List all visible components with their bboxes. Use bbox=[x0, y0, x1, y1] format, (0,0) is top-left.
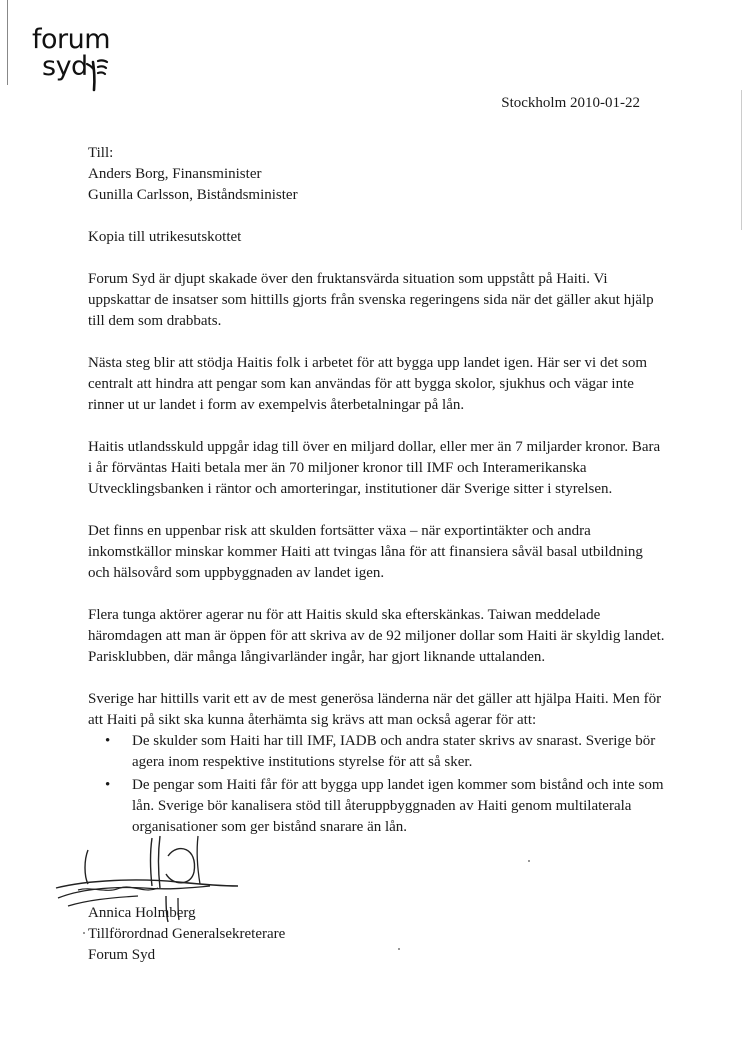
scan-edge-line-right bbox=[741, 90, 742, 230]
signatory-organization: Forum Syd bbox=[88, 947, 156, 963]
logo-word-syd: syd bbox=[42, 51, 88, 82]
list-item: • De pengar som Haiti får för att bygga upp landet igen kommer som bistånd och inte som lån. Sverige bör kanalisera stöd till återuppbyggnaden av Haiti genom multilaterala organisationer som ger bistånd snarare än lån. bbox=[132, 775, 668, 838]
paragraph: Haitis utlandsskuld uppgår idag till över en miljard dollar, eller mer än 7 miljarder kronor. Bara i år förväntas Haiti betala mer än 70 miljoner kronor till IMF och Interamerikanska Utvecklingsbanken i räntor och amorteringar, institutioner där Sverige sitter i styrelsen. bbox=[88, 439, 661, 497]
list-item: • De skulder som Haiti har till IMF, IADB och andra stater skrivs av snarast. Sverige bör agera inom respektive institutions styrelse för att så sker. bbox=[132, 731, 668, 773]
paragraph: Nästa steg blir att stödja Haitis folk i arbetet för att bygga upp landet igen. Här ser vi det som centralt att hindra att pengar som kan användas för att bygga skolor, sjukhus och vägar inte rinner ut ur landet i form av exempelvis återbetalningar på lån. bbox=[88, 355, 648, 413]
signature-block bbox=[88, 903, 285, 966]
recipient-line: Anders Borg, Finansminister bbox=[88, 166, 262, 182]
paragraph: Det finns en uppenbar risk att skulden fortsätter växa – när exportintäkter och andra inkomstkällor minskar kommer Haiti att tvingas låna för att finansiera såväl basal utbildning och hälsovård som uppbyggnaden av landet igen. bbox=[88, 523, 643, 581]
logo-word-forum: forum bbox=[32, 24, 111, 55]
logo-mark-icon bbox=[85, 56, 125, 92]
letter-body bbox=[88, 143, 668, 840]
letter-date: Stockholm 2010-01-22 bbox=[501, 95, 640, 111]
scan-speck bbox=[528, 860, 530, 862]
scan-speck bbox=[398, 948, 400, 950]
scan-edge-line bbox=[7, 0, 8, 85]
paragraph: Sverige har hittills varit ett av de mest generösa länderna när det gäller att hjälpa Haiti. Men för att Haiti på sikt ska kunna återhämta sig krävs att man också agerar för att: bbox=[88, 691, 662, 728]
copy-line: Kopia till utrikesutskottet bbox=[88, 229, 242, 245]
signatory-title: Tillförordnad Generalsekreterare bbox=[88, 926, 286, 942]
recipient-line: Gunilla Carlsson, Biståndsminister bbox=[88, 187, 298, 203]
signatory-name: Annica Holmberg bbox=[88, 905, 196, 921]
demand-list bbox=[88, 731, 668, 838]
forum-syd-logo bbox=[32, 26, 142, 96]
paragraph: Forum Syd är djupt skakade över den fruktansvärda situation som uppstått på Haiti. Vi uppskattar de insatser som hittills gjorts från svenska regeringens sida när det gäller akut hjälp till dem som drabbats. bbox=[88, 271, 654, 329]
recipient-heading: Till: bbox=[88, 145, 114, 161]
paragraph: Flera tunga aktörer agerar nu för att Haitis skuld ska efterskänkas. Taiwan meddelade häromdagen att man är öppen för att skriva av de 92 miljoner dollar som Haiti är skyldig landet. Parisklubben, där många långivarländer ingår, har gjort liknande uttalanden. bbox=[88, 607, 665, 665]
scan-speck bbox=[83, 932, 85, 934]
recipient-block bbox=[88, 143, 668, 206]
